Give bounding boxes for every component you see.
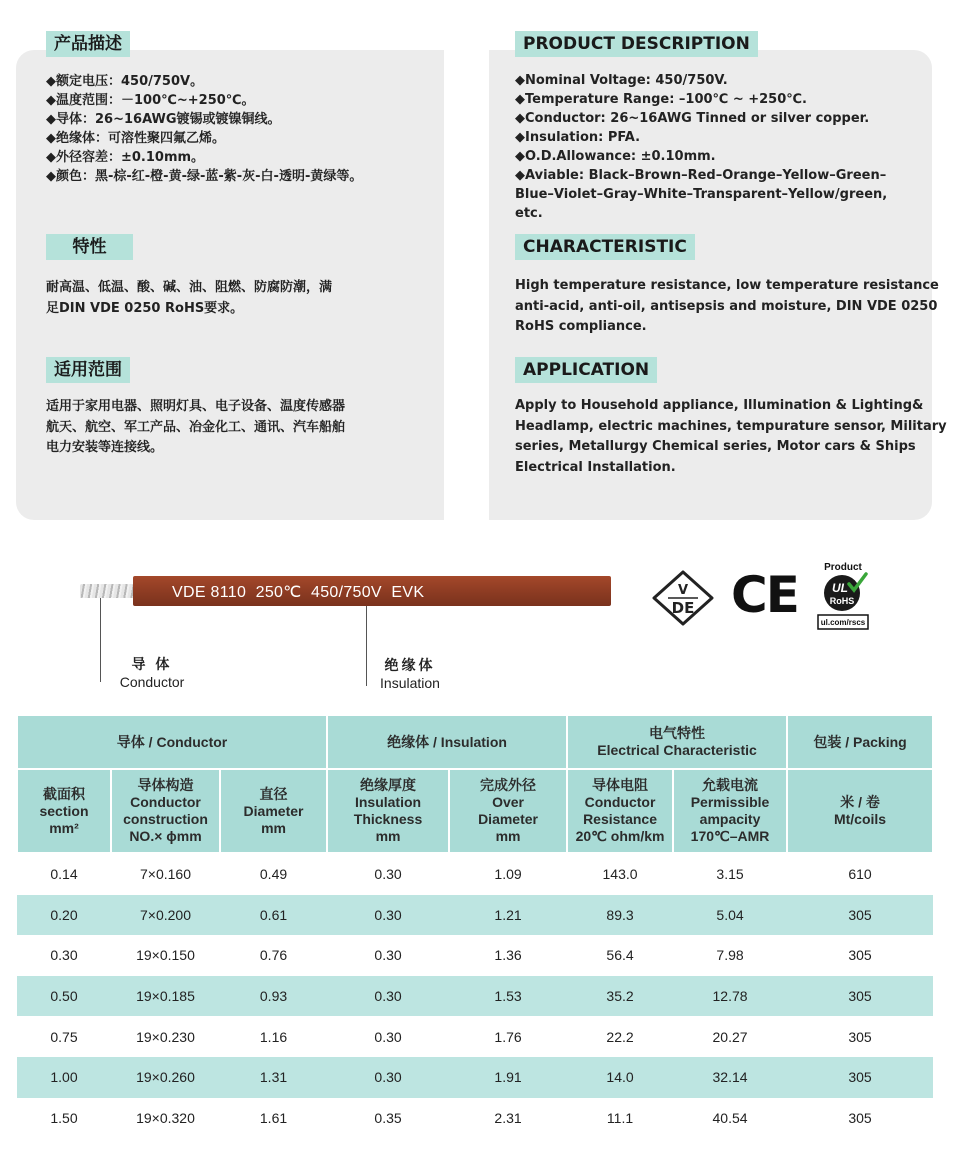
column-header-line: Mt/coils	[833, 811, 887, 827]
column-header-line: mm	[495, 828, 521, 844]
column-header-line: Permissible	[690, 794, 770, 810]
electrical-group-header-en: Electrical Characteristic	[597, 742, 757, 758]
table-cell: 2.31	[449, 1098, 567, 1139]
table-cell: 19×0.230	[111, 1016, 220, 1057]
vde-logo	[648, 568, 718, 628]
table-cell: 0.30	[17, 935, 111, 976]
specification-table	[16, 714, 934, 1138]
en-characteristic-text	[515, 276, 939, 338]
ul-mark-text: UL	[832, 581, 848, 595]
column-header-line: construction	[123, 811, 208, 827]
electrical-group-header	[567, 715, 787, 769]
column-header-line: mm²	[49, 819, 79, 836]
text-line: ◆Conductor: 26~16AWG Tinned or silver copper.	[515, 111, 870, 126]
text-line: Electrical Installation.	[515, 459, 676, 475]
column-header-line: Insulation	[354, 794, 422, 810]
table-cell: 1.61	[220, 1098, 327, 1139]
text-line: Headlamp, electric machines, tempurature sensor, Military	[515, 418, 947, 434]
column-header	[449, 769, 567, 853]
conductor-callout	[112, 655, 192, 691]
table-cell: 22.2	[567, 1016, 673, 1057]
text-line: etc.	[515, 206, 543, 221]
table-cell: 20.27	[673, 1016, 787, 1057]
table-row	[17, 853, 933, 895]
insulation-callout	[372, 656, 448, 692]
text-line: Apply to Household appliance, Illumination & Lighting&	[515, 398, 924, 413]
cn-application-tag: 适用范围	[46, 357, 130, 383]
column-header-line: mm	[375, 828, 401, 844]
column-header-line: 允载电流	[702, 777, 759, 793]
table-row	[17, 895, 933, 936]
text-line: series, Metallurgy Chemical series, Motor cars & Ships	[515, 439, 916, 454]
column-header-line: Conductor	[130, 794, 201, 810]
en-product-description-tag: PRODUCT DESCRIPTION	[515, 31, 758, 57]
table-cell: 0.76	[220, 935, 327, 976]
en-description-list	[515, 71, 887, 223]
table-cell: 0.35	[327, 1098, 449, 1139]
electrical-group-header-zh: 电气特性	[649, 725, 706, 741]
table-cell: 0.75	[17, 1016, 111, 1057]
column-header	[787, 769, 933, 853]
ul-url-text: ul.com/rscs	[820, 618, 866, 627]
table-cell: 56.4	[567, 935, 673, 976]
ce-mark: CE	[731, 566, 798, 624]
text-line: ◆额定电压：450/750V。	[46, 74, 204, 89]
table-cell: 0.93	[220, 976, 327, 1017]
table-cell: 0.30	[327, 976, 449, 1017]
text-line: High temperature resistance, low temperature resistance	[515, 278, 939, 293]
table-cell: 12.78	[673, 976, 787, 1017]
cn-application-text	[46, 397, 345, 459]
table-cell: 1.50	[17, 1098, 111, 1139]
table-cell: 7×0.200	[111, 895, 220, 936]
text-line: ◆温度范围：－100℃~+250℃。	[46, 93, 255, 108]
text-line: 耐高温、低温、酸、碱、油、阻燃、防腐防潮，满	[46, 280, 333, 295]
table-cell: 3.15	[673, 853, 787, 895]
text-line: 足DIN VDE 0250 RoHS要求。	[46, 300, 244, 316]
text-line: ◆外径容差：±0.10mm。	[46, 150, 205, 165]
insulation-label-zh: 绝缘体	[384, 657, 436, 673]
text-line: 适用于家用电器、照明灯具、电子设备、温度传感器	[46, 399, 346, 414]
table-cell: 19×0.320	[111, 1098, 220, 1139]
text-line: ◆Temperature Range: –100℃ ~ +250℃.	[515, 92, 807, 107]
insulation-label-en: Insulation	[380, 675, 440, 691]
table-cell: 0.30	[327, 853, 449, 895]
table-cell: 0.14	[17, 853, 111, 895]
vde-logo-top-letter: V	[677, 583, 689, 598]
text-line: ◆绝缘体：可溶性聚四氟乙烯。	[46, 131, 225, 146]
table-cell: 305	[787, 895, 933, 936]
table-row	[17, 1098, 933, 1139]
table-cell: 305	[787, 976, 933, 1017]
table-cell: 1.21	[449, 895, 567, 936]
conductor-strands	[80, 584, 134, 598]
table-row	[17, 976, 933, 1017]
table-cell: 35.2	[567, 976, 673, 1017]
column-header	[327, 769, 449, 853]
column-header-line: 截面积	[43, 785, 85, 802]
text-line: anti-acid, anti-oil, antisepsis and moisture, DIN VDE 0250	[515, 298, 938, 314]
column-header-line: Over	[492, 794, 524, 810]
table-cell: 305	[787, 1098, 933, 1139]
table-row	[17, 1016, 933, 1057]
text-line: ◆O.D.Allowance: ±0.10mm.	[515, 149, 716, 164]
specification-table-body	[17, 853, 933, 1138]
table-cell: 0.30	[327, 935, 449, 976]
column-header-line: Diameter	[243, 802, 304, 819]
table-cell: 1.91	[449, 1057, 567, 1098]
table-cell: 19×0.185	[111, 976, 220, 1017]
cn-description-list	[46, 72, 362, 186]
text-line: 电力安装等连接线。	[46, 440, 164, 455]
table-cell: 19×0.150	[111, 935, 220, 976]
insulation-leader-line	[366, 606, 367, 686]
conductor-label-en: Conductor	[119, 674, 185, 690]
column-header	[17, 769, 111, 853]
table-cell: 0.30	[327, 1057, 449, 1098]
column-header-line: Resistance	[583, 811, 657, 827]
table-cell: 610	[787, 853, 933, 895]
table-cell: 1.53	[449, 976, 567, 1017]
cn-characteristic-tag: 特性	[46, 234, 133, 260]
table-cell: 19×0.260	[111, 1057, 220, 1098]
table-cell: 0.50	[17, 976, 111, 1017]
ul-product-label: Product	[824, 562, 862, 573]
conductor-label-zh: 导 体	[131, 656, 173, 672]
column-header-line: ampacity	[699, 811, 761, 827]
text-line: ◆Aviable: Black–Brown–Red–Orange–Yellow–Green–	[515, 168, 887, 183]
en-application-text	[515, 396, 947, 478]
column-header-line: 20℃ ohm/km	[575, 828, 665, 844]
table-cell: 11.1	[567, 1098, 673, 1139]
table-cell: 0.30	[327, 895, 449, 936]
ul-rohs-logo	[816, 560, 872, 634]
table-cell: 1.16	[220, 1016, 327, 1057]
table-cell: 305	[787, 935, 933, 976]
table-cell: 7.98	[673, 935, 787, 976]
conductor-leader-line	[100, 598, 101, 682]
table-cell: 1.36	[449, 935, 567, 976]
text-line: 航天、航空、军工产品、冶金化工、通讯、汽车船舶	[46, 419, 346, 435]
table-cell: 5.04	[673, 895, 787, 936]
table-row	[17, 1057, 933, 1098]
column-header-line: section	[39, 802, 89, 819]
column-header	[567, 769, 673, 853]
en-characteristic-tag: CHARACTERISTIC	[515, 234, 695, 260]
conductor-group-header: 导体 / Conductor	[17, 715, 327, 769]
table-cell: 0.30	[327, 1016, 449, 1057]
table-cell: 7×0.160	[111, 853, 220, 895]
table-cell: 14.0	[567, 1057, 673, 1098]
vde-logo-bottom-letters: DE	[671, 599, 695, 617]
insulation-group-header: 绝缘体 / Insulation	[327, 715, 567, 769]
column-header	[673, 769, 787, 853]
column-header-line: 导体电阻	[592, 777, 649, 793]
cable-print-marking: VDE 8110 250℃ 450/750V EVK	[172, 584, 425, 601]
cn-characteristic-text	[46, 278, 332, 319]
cn-product-description-tag: 产品描述	[46, 31, 130, 57]
table-cell: 1.31	[220, 1057, 327, 1098]
packing-group-header: 包装 / Packing	[787, 715, 933, 769]
table-cell: 32.14	[673, 1057, 787, 1098]
table-cell: 40.54	[673, 1098, 787, 1139]
text-line: RoHS compliance.	[515, 319, 647, 334]
text-line: ◆Nominal Voltage: 450/750V.	[515, 73, 728, 88]
text-line: ◆导体：26~16AWG镀锡或镀镍铜线。	[46, 112, 281, 127]
column-header-line: Thickness	[353, 811, 423, 827]
column-header	[111, 769, 220, 853]
table-cell: 0.20	[17, 895, 111, 936]
table-cell: 1.09	[449, 853, 567, 895]
text-line: ◆颜色：黑-棕-红-橙-黄-绿-蓝-紫-灰-白-透明-黄绿等。	[46, 169, 363, 184]
column-header-line: 绝缘厚度	[360, 777, 417, 793]
table-cell: 1.76	[449, 1016, 567, 1057]
column-header	[220, 769, 327, 853]
column-header-line: Diameter	[478, 811, 538, 827]
column-header-line: mm	[261, 819, 286, 836]
table-cell: 1.00	[17, 1057, 111, 1098]
table-cell: 89.3	[567, 895, 673, 936]
table-cell: 143.0	[567, 853, 673, 895]
column-header-line: Conductor	[584, 794, 656, 810]
column-header-line: 导体构造	[137, 777, 194, 793]
text-line: ◆Insulation: PFA.	[515, 130, 641, 145]
table-cell: 305	[787, 1016, 933, 1057]
en-application-tag: APPLICATION	[515, 357, 657, 383]
table-cell: 0.49	[220, 853, 327, 895]
ul-rohs-text: RoHS	[829, 596, 855, 606]
column-header-line: 米 / 卷	[840, 794, 880, 810]
column-header-line: 完成外径	[480, 777, 537, 793]
text-line: Blue–Violet–Gray–White–Transparent–Yellow/green,	[515, 187, 888, 202]
column-header-line: 170℃–AMR	[690, 828, 770, 844]
column-header-row	[17, 769, 933, 853]
table-cell: 305	[787, 1057, 933, 1098]
column-header-line: 直径	[259, 785, 288, 802]
column-header-line: NO.× ϕmm	[129, 828, 202, 844]
table-cell: 0.61	[220, 895, 327, 936]
table-row	[17, 935, 933, 976]
